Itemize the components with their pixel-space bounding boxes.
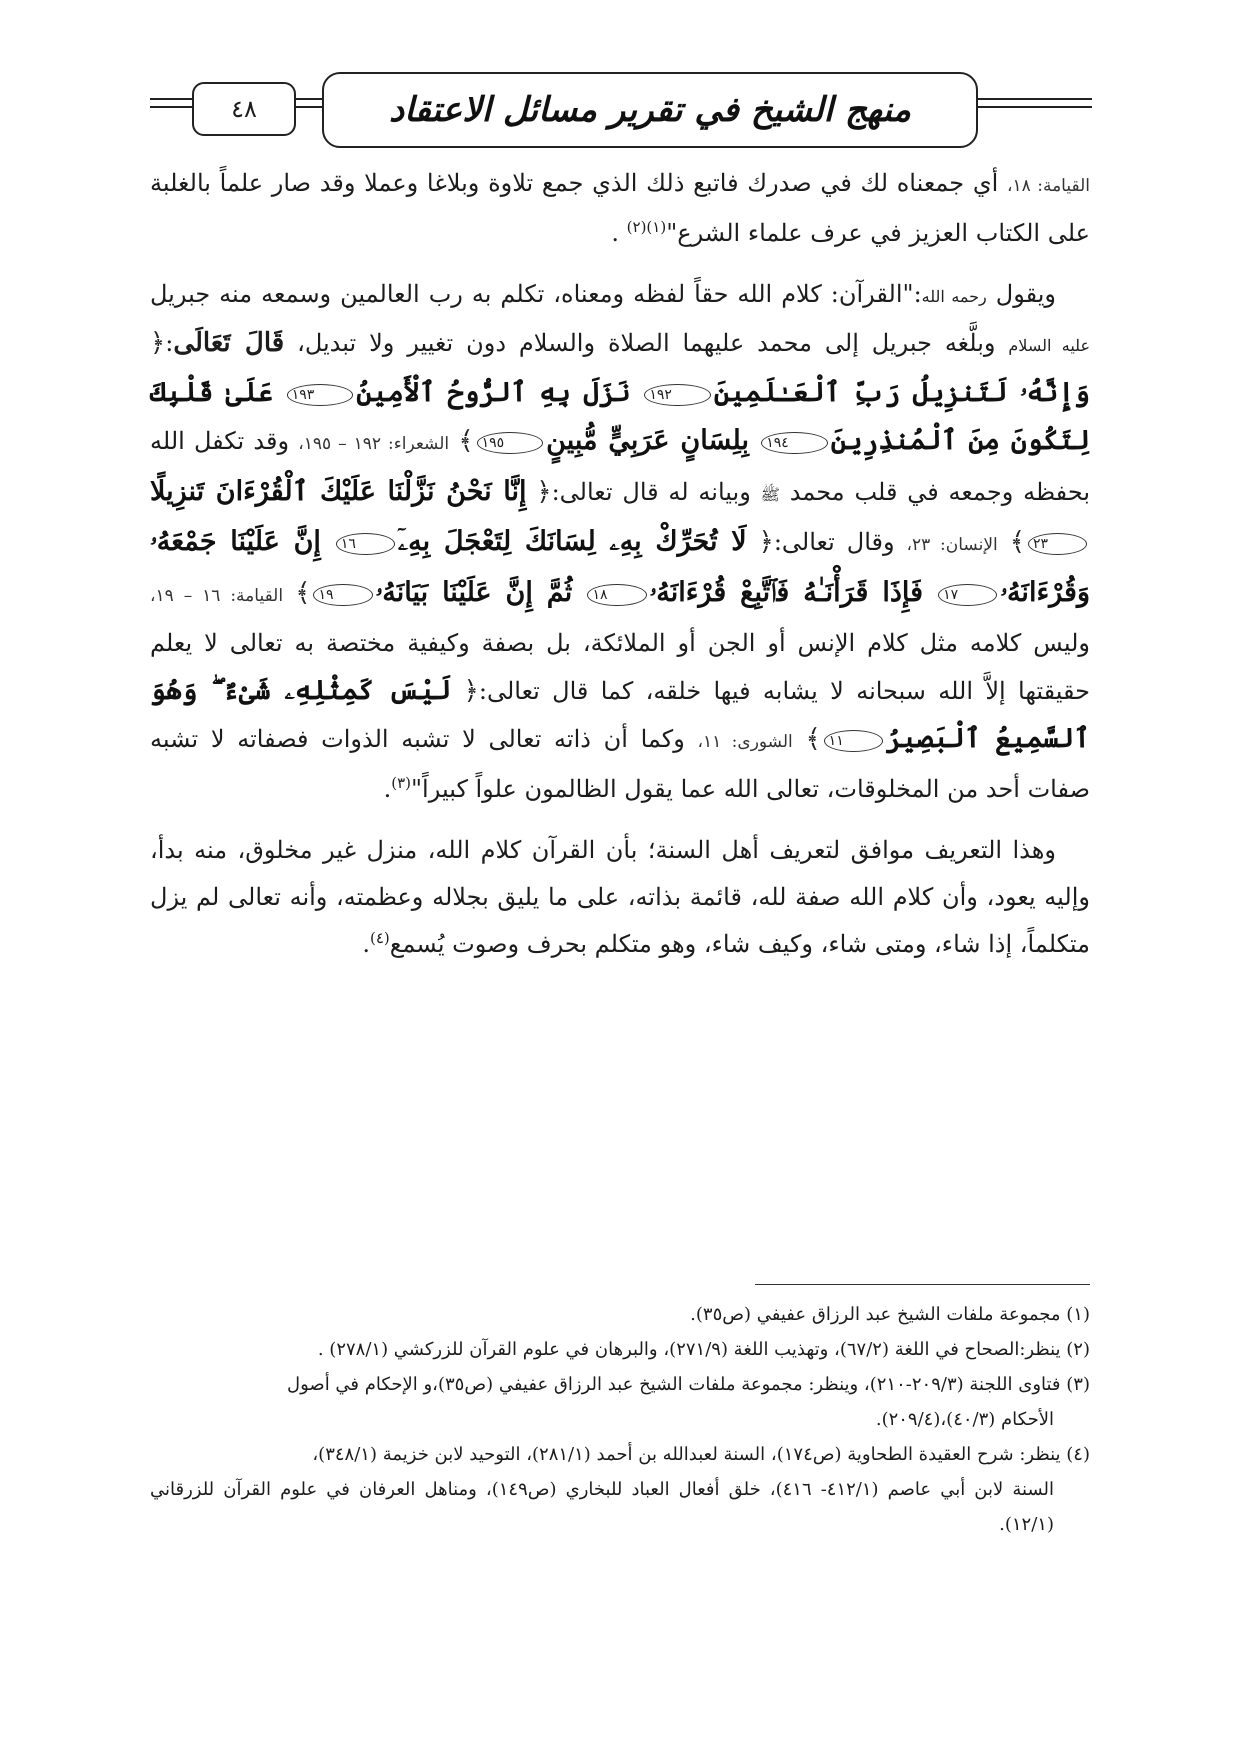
header-rule-mid-top bbox=[294, 98, 322, 100]
ayah-number: ١٦ bbox=[336, 533, 395, 555]
ayah-number: ٢٣ bbox=[1028, 533, 1087, 555]
paragraph-text: وقد تكفل الله بحفظه وجمعه في قلب محمد bbox=[150, 427, 1090, 506]
paragraph-end: . bbox=[362, 930, 370, 958]
paragraph-text: وكما أن ذاته تعالى لا تشبه الذوات فصفاته لا تشبه صفات أحد من المخلوقات، تعالى الله عما يقول الظالمون علواً كبيراً" bbox=[150, 725, 1090, 803]
main-text bbox=[150, 160, 1090, 968]
footnote-4 bbox=[150, 1437, 1090, 1472]
ayah-number: ١٩٣ bbox=[287, 384, 354, 406]
quran-verse: وَإِنَّهُۥ لَتَنزِيلُ رَبِّ ٱلْعَـٰلَمِينَ bbox=[713, 377, 1090, 408]
paragraph-text: وبلَّغه جبريل إلى محمد عليهما الصلاة والسلام دون تغيير ولا تبديل، bbox=[284, 329, 1009, 357]
qaal-taala: قَالَ تَعَالَى bbox=[173, 328, 285, 358]
footnotes bbox=[150, 1297, 1090, 1542]
header-rule-right-bottom bbox=[976, 106, 1092, 108]
footnote-marker: (٣) bbox=[391, 774, 412, 792]
footnote-3-continued bbox=[150, 1402, 1090, 1437]
paragraph-2 bbox=[150, 271, 1090, 813]
page-title: منهج الشيخ في تقرير مسائل الاعتقاد bbox=[388, 90, 912, 130]
paragraph-text: :"القرآن: كلام الله حقاً لفظه ومعناه، تكلم به رب العالمين وسمعه منه جبريل bbox=[150, 280, 922, 308]
quran-reference: الشورى: ١١، bbox=[697, 732, 793, 752]
quran-verse: ثُمَّ إِنَّ عَلَيْنَا بَيَانَهُۥ bbox=[375, 577, 573, 608]
quran-verse: لَا تُحَرِّكْ بِهِۦ لِسَانَكَ لِتَعْجَلَ بِهِۦٓ bbox=[397, 526, 747, 557]
ayah-number: ١٩٤ bbox=[761, 432, 828, 454]
honorific: ﷺ bbox=[760, 485, 780, 504]
footnote-text: (٢) ينظر:الصحاح في اللغة (٦٧/٢)، وتهذيب اللغة (٢٧١/٩)، والبرهان في علوم القرآن للزركشي (٢٧٨/١) . bbox=[317, 1339, 1090, 1360]
paragraph-text: وهذا التعريف موافق لتعريف أهل السنة؛ بأن القرآن كلام الله، منزل غير مخلوق، منه بدأ، وإليه يعود، وأن كلام الله صفة لله، قائمة بذاته، على ما يليق بجلاله وعظمته، وأنه تعالى لم يزل متكلماً، إذا شاء، ومتى شاء، وكيف شاء، وهو متكلم بحرف وصوت يُسمع bbox=[150, 836, 1090, 958]
footnote-marker: (١)(٢) bbox=[626, 218, 667, 236]
paragraph-end: . bbox=[383, 775, 392, 803]
paragraph-text: وبيانه له قال تعالى: bbox=[551, 478, 761, 506]
quran-close-bracket: ﴾ bbox=[805, 724, 821, 754]
quran-open-bracket: ﴿ bbox=[536, 477, 552, 507]
page-title-box bbox=[322, 72, 978, 148]
quran-verse: لَيْسَ كَمِثْلِهِۦ شَىْءٌ ۖ وَهُوَ ٱلسَّمِيعُ ٱلْبَصِيرُ bbox=[150, 675, 1091, 754]
header-rule-mid-bottom bbox=[294, 106, 322, 108]
ayah-number: ١٧ bbox=[938, 584, 997, 606]
footnote-3 bbox=[150, 1367, 1090, 1402]
quran-reference: القيامة: ١٨، bbox=[1007, 176, 1090, 196]
quran-verse: إِنَّ عَلَيْنَا جَمْعَهُۥ وَقُرْءَانَهُۥ bbox=[150, 526, 1090, 608]
header-rule-left-bottom bbox=[150, 106, 192, 108]
footnote-text: السنة لابن أبي عاصم (٤١٢/١- ٤١٦)، خلق أفعال العباد للبخاري (ص١٤٩)، ومناهل العرفان في علوم القرآن للزرقاني (١٢/١). bbox=[150, 1479, 1054, 1535]
honorific: رحمه الله bbox=[921, 287, 987, 306]
footnote-text: (٤) ينظر: شرح العقيدة الطحاوية (ص١٧٤)، السنة لعبدالله بن أحمد (٢٨١/١)، التوحيد لابن خزيمة (٣٤٨/١)، bbox=[312, 1444, 1090, 1465]
ayah-number: ١٨ bbox=[587, 584, 646, 606]
footnote-text: (١) مجموعة ملفات الشيخ عبد الرزاق عفيفي (ص٣٥). bbox=[690, 1304, 1090, 1325]
header-rule-left-top bbox=[150, 98, 192, 100]
quran-close-bracket: ﴾ bbox=[458, 426, 474, 456]
header-rule-right-top bbox=[976, 98, 1092, 100]
quran-reference: القيامة: ١٦ – ١٩، bbox=[150, 586, 284, 606]
ayah-number: ١١ bbox=[824, 730, 883, 752]
paragraph-text: أي جمعناه لك في صدرك فاتبع ذلك الذي جمع تلاوة وبلاغا وعملا وقد صار علماً بالغلبة على الكتاب العزيز في عرف علماء الشرع" bbox=[150, 169, 1090, 247]
footnote-marker: (٤) bbox=[369, 929, 390, 947]
paragraph-text: وقال تعالى: bbox=[773, 528, 907, 556]
paragraph-1 bbox=[150, 160, 1090, 257]
ayah-number: ١٩ bbox=[313, 584, 372, 606]
quran-verse: إِنَّا نَحْنُ نَزَّلْنَا عَلَيْكَ ٱلْقُرْءَانَ تَنزِيلًا bbox=[150, 476, 527, 507]
colon: : bbox=[165, 329, 174, 357]
page-number-box bbox=[192, 82, 296, 136]
ayah-number: ١٩٥ bbox=[477, 432, 544, 454]
quran-reference: الإنسان: ٢٣، bbox=[906, 535, 998, 555]
footnote-text: (٣) فتاوى اللجنة (٢٠٩/٣-٢١٠)، وينظر: مجموعة ملفات الشيخ عبد الرزاق عفيفي (ص٣٥)،و الإحكام في أصول bbox=[287, 1374, 1090, 1395]
page-header bbox=[0, 60, 1240, 150]
footnote-1 bbox=[150, 1297, 1090, 1332]
quran-close-bracket: ﴾ bbox=[1009, 527, 1025, 557]
quran-verse: فَإِذَا قَرَأْنَـٰهُ فَٱتَّبِعْ قُرْءَانَهُۥ bbox=[649, 577, 923, 608]
quran-verse: عَلَىٰ قَلْبِكَ لِتَكُونَ مِنَ ٱلْمُنذِرِينَ bbox=[150, 377, 1091, 456]
footnote-text: الأحكام (٤٠/٣)،(٢٠٩/٤). bbox=[875, 1409, 1054, 1430]
quran-reference: الشعراء: ١٩٢ – ١٩٥، bbox=[298, 434, 450, 454]
footnote-separator bbox=[755, 1284, 1090, 1285]
quran-open-bracket: ﴿ bbox=[463, 676, 479, 706]
quran-open-bracket: ﴿ bbox=[150, 328, 166, 358]
quran-open-bracket: ﴿ bbox=[758, 527, 774, 557]
honorific: عليه السلام bbox=[1008, 336, 1090, 355]
quran-verse: نَزَلَ بِهِ ٱلرُّوحُ ٱلْأَمِينُ bbox=[356, 377, 631, 408]
page-number: ٤٨ bbox=[231, 95, 257, 123]
paragraph-end: . bbox=[611, 219, 627, 247]
paragraph-text: ويقول bbox=[986, 280, 1057, 308]
paragraph-text: وليس كلامه مثل كلام الإنس أو الجن أو الملائكة، بل بصفة وكيفية مختصة به تعالى لا يعلم حقيقتها إلاَّ الله سبحانه لا يشابه فيها خلقه، كما قال تعالى: bbox=[150, 629, 1090, 705]
ayah-number: ١٩٢ bbox=[644, 384, 711, 406]
quran-verse: بِلِسَانٍ عَرَبِيٍّ مُّبِينٍ bbox=[546, 425, 750, 456]
footnote-4-continued bbox=[150, 1472, 1090, 1542]
footnote-2 bbox=[150, 1332, 1090, 1367]
paragraph-3 bbox=[150, 827, 1090, 968]
quran-close-bracket: ﴾ bbox=[295, 578, 311, 608]
